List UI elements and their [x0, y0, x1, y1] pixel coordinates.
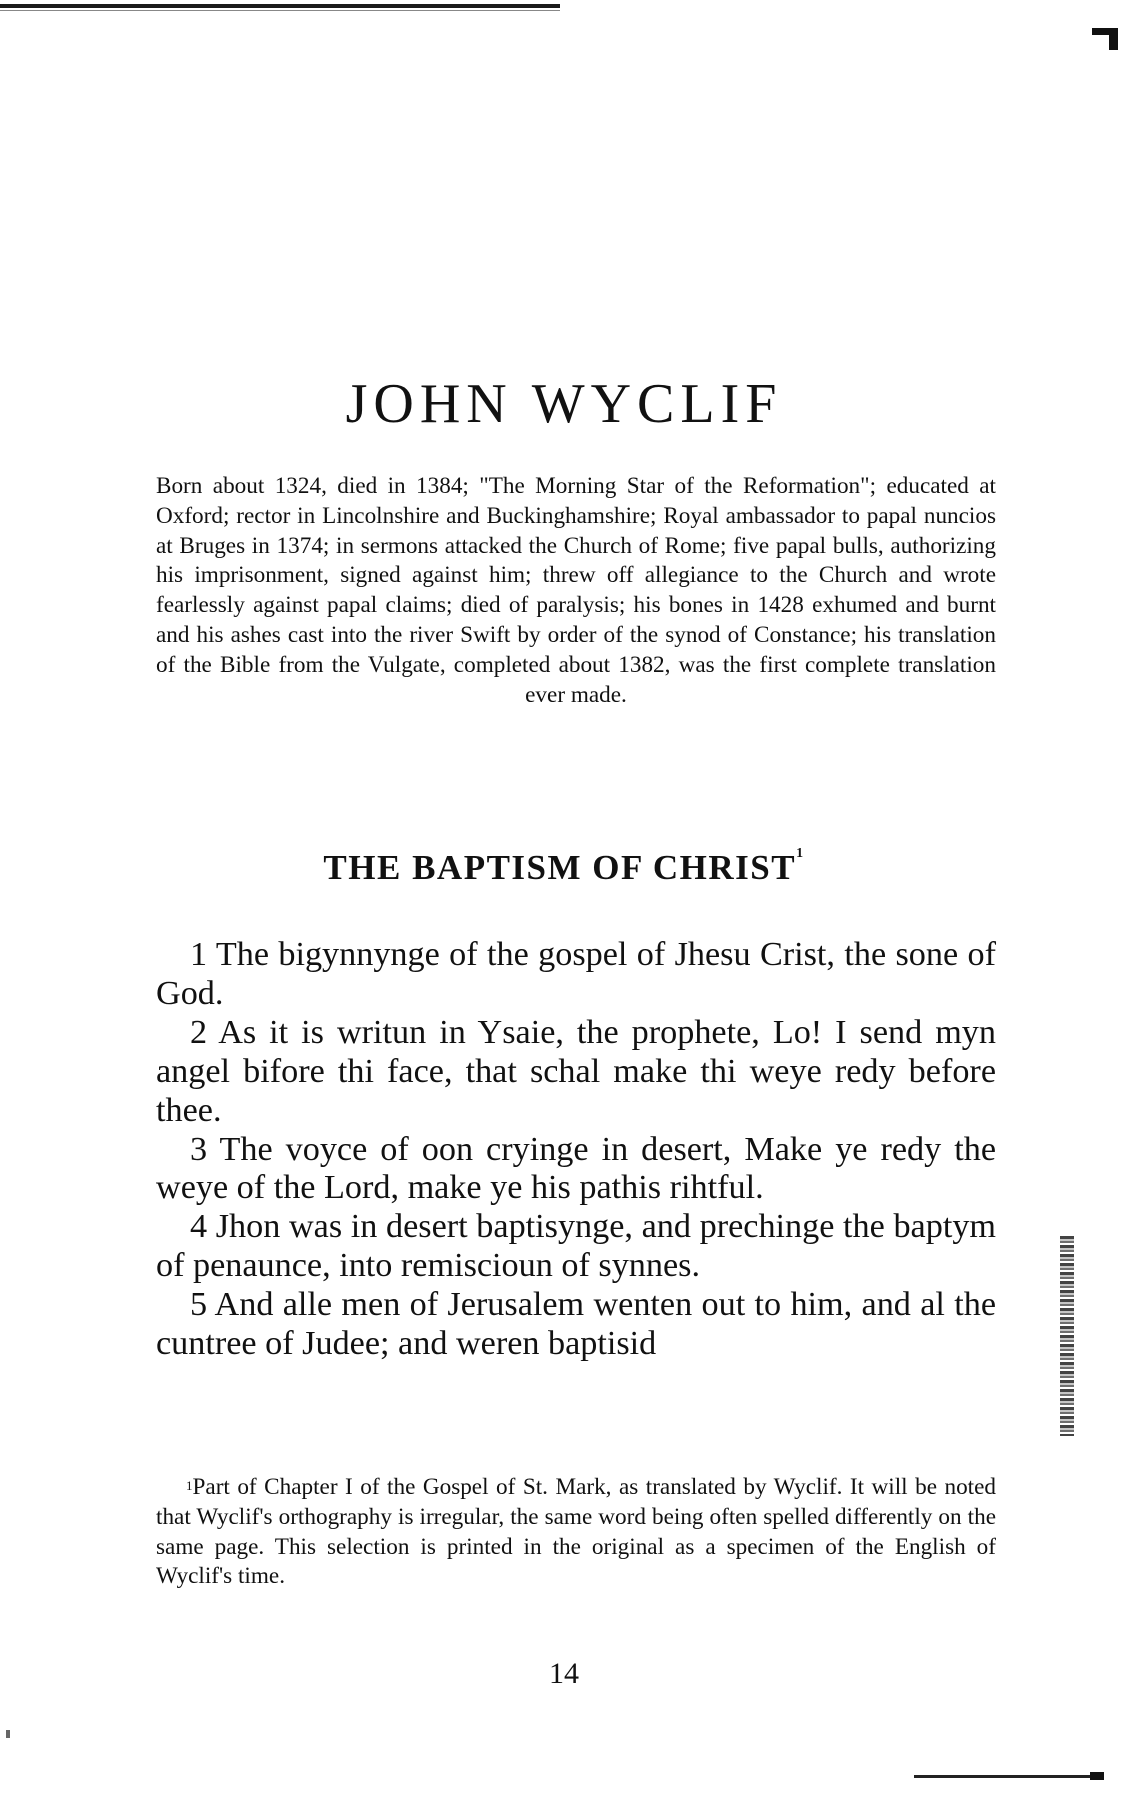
bottom-rule-end	[1090, 1772, 1104, 1780]
binding-marks	[1060, 1236, 1074, 1436]
footnote-reference: 1	[796, 846, 805, 861]
corner-mark-vertical	[1109, 28, 1118, 50]
page-number: 14	[549, 1657, 579, 1690]
bottom-rule	[914, 1775, 1104, 1778]
verse: 4 Jhon was in desert baptisynge, and prechinge the baptym of penaunce, into remiscioun of synnes.	[156, 1208, 996, 1285]
top-rule	[0, 4, 560, 8]
top-rule-thin	[0, 10, 560, 11]
verse: 5 And alle men of Jerusalem wenten out to him, and al the cuntree of Judee; and weren baptisid	[156, 1286, 996, 1363]
verse: 2 As it is writun in Ysaie, the prophete, Lo! I send myn angel bifore thi face, that schal make thi weye redy before thee.	[156, 1013, 996, 1129]
footnote	[156, 1473, 996, 1592]
verse: 1 The bigynnynge of the gospel of Jhesu Crist, the sone of God.	[156, 936, 996, 1012]
edge-speck	[6, 1730, 10, 1738]
footnote-marker: 1	[186, 1478, 193, 1493]
verse: 3 The voyce of oon cryinge in desert, Make ye redy the weye of the Lord, make ye his pathis rihtful.	[156, 1130, 996, 1207]
author-biography: Born about 1324, died in 1384; "The Morning Star of the Reformation"; educated at Oxford; rector in Lincolnshire and Buckinghamshire; Royal ambassador to papal nuncios at Bruges in 1374; in sermons attacked the Church of Rome; five papal bulls, authorizing his imprisonment, signed against him; threw off allegiance to the Church and wrote fearlessly against papal claims; died of paralysis; his bones in 1428 exhumed and burnt and his ashes cast into the river Swift by order of the synod of Constance; his translation of the Bible from the Vulgate, completed about 1382, was the first complete translation ever made.	[156, 473, 996, 708]
page-title: JOHN WYCLIF	[345, 373, 783, 435]
footnote-text: Part of Chapter I of the Gospel of St. Mark, as translated by Wyclif. It will be noted that Wyclif's orthography is irregular, the same word being often spelled differently on the same page. This selection is printed in the original as a specimen of the English of Wyclif's time.	[156, 1474, 996, 1590]
section-heading-text: THE BAPTISM OF CHRIST	[323, 848, 797, 887]
section-heading	[0, 848, 1128, 888]
verse-list	[156, 936, 996, 1364]
corner-mark	[1092, 28, 1118, 50]
